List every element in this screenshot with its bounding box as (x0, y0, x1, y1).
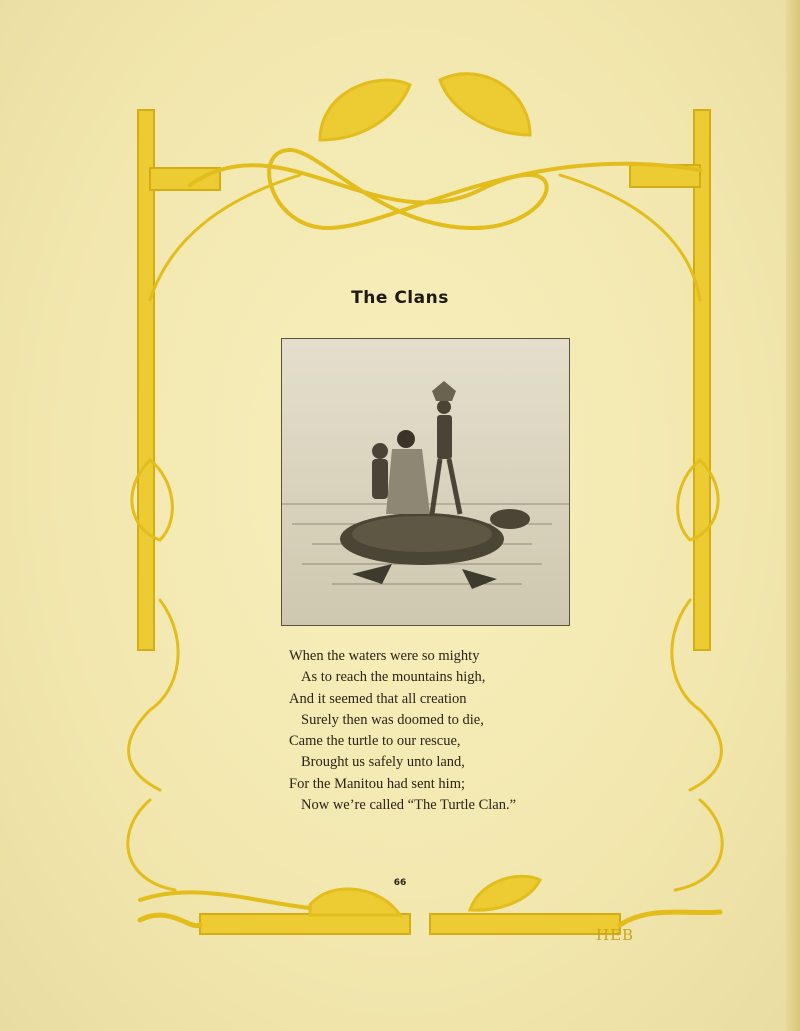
page-number: 66 (393, 878, 407, 888)
poem-line: Surely then was doomed to die, (301, 711, 484, 728)
poem-line: Came the turtle to our rescue, (289, 733, 461, 750)
page-title: The Clans (351, 288, 449, 308)
artist-monogram: HEB (596, 926, 635, 944)
turtle-clan-illustration (281, 338, 570, 626)
poem-line: Brought us safely unto land, (301, 754, 465, 771)
poem (289, 646, 589, 816)
poem-line: When the waters were so mighty (289, 648, 480, 664)
poem-line: Now we’re called “The Turtle Clan.” (301, 797, 517, 814)
poem-line: As to reach the mountains high, (301, 669, 486, 686)
poem-line: And it seemed that all creation (289, 690, 467, 707)
poem-line: For the Manitou had sent him; (289, 775, 465, 792)
